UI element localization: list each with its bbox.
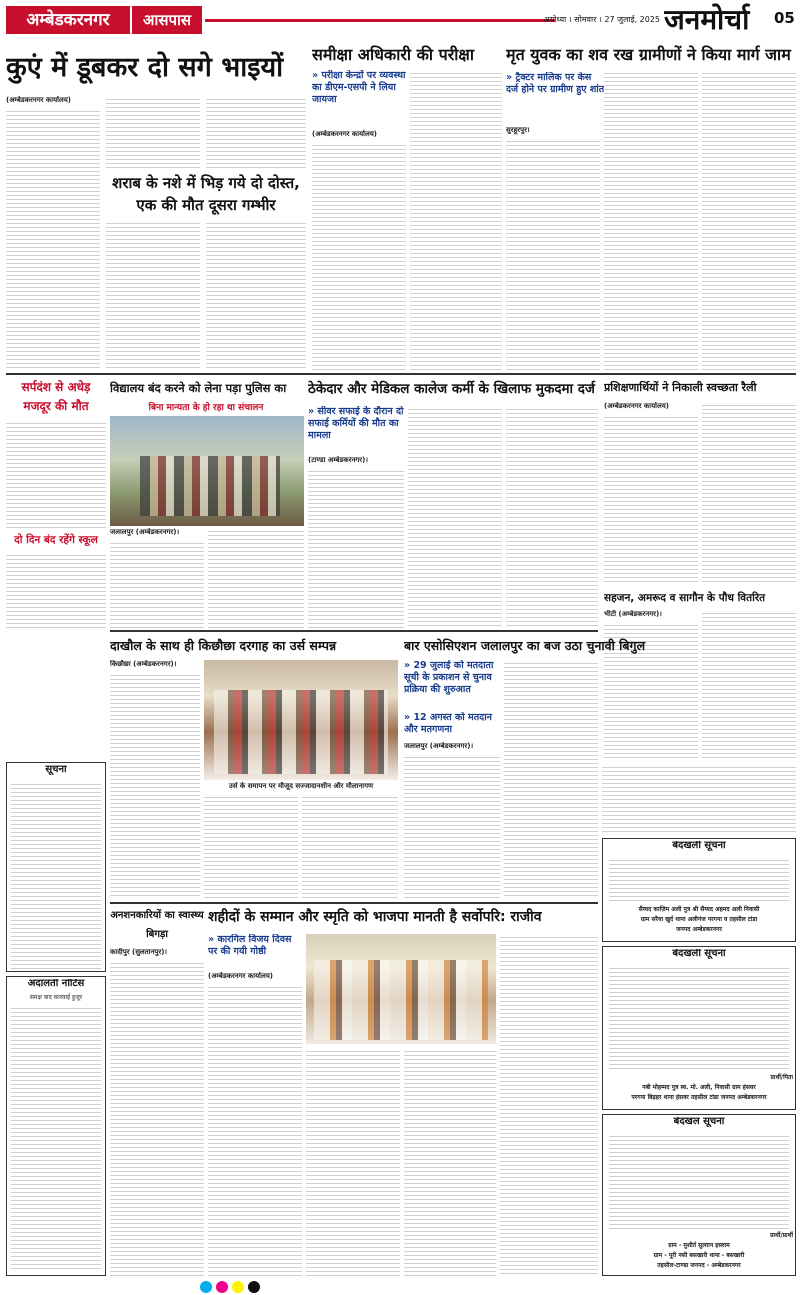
dateline-a16: कादीपुर (सुलतानपुर)। [110, 948, 168, 956]
subhead-a4: » ट्रैक्टर मालिक पर केस दर्ज होने पर ग्रामीण हुए शांत [506, 72, 605, 95]
body-a8-col2 [408, 406, 502, 628]
headline-a16: अनशनकारियों का स्वास्थ्य बिगड़ा [110, 910, 204, 940]
notice-sign-a13-1: सैय्यद काज़िम अली पुत्र श्री सैय्यद अहमद अली निवासी [638, 906, 760, 913]
body-a2-col1 [106, 220, 200, 370]
page-number: 05 [774, 9, 795, 27]
caption-a7: जलालपुर (अम्बेडकरनगर)। [110, 528, 180, 536]
body-a8-col3 [506, 406, 598, 628]
notice-title-a14: सूचना [45, 765, 67, 775]
dateline-a9: (अम्बेडकरनगर कार्यालय) [604, 402, 669, 410]
photo-figures [140, 456, 280, 516]
notice-title-a13: बेदखली सूचना [672, 841, 726, 851]
body-a10-col2 [702, 610, 796, 760]
body-a4-col3 [702, 70, 796, 370]
notice-title-a18: बेदखली सूचना [672, 949, 726, 959]
body-a12-col3 [602, 764, 796, 834]
photo-group [314, 960, 488, 1040]
subhead-a3: » परीक्षा केन्द्रों पर व्यवस्था का डीएम-एसपी ने लिया जायजा [312, 70, 406, 105]
body-a3-col2 [410, 70, 502, 370]
rule-2 [110, 630, 598, 632]
body-a7-col1 [110, 540, 204, 628]
body-a17-col2 [306, 1048, 400, 1276]
notice-body-a14 [11, 781, 101, 969]
body-a2-col2 [206, 220, 306, 370]
registration-mark-cyan [200, 1281, 212, 1293]
body-a3-col1 [312, 142, 406, 370]
body-a7-col2 [208, 528, 304, 628]
headline-a17: शहीदों के सम्मान और स्मृति को भाजपा मानती है सर्वोपरि: राजीव [208, 909, 542, 925]
subhead-a17: » कारगिल विजय दिवस पर की गयी गोष्ठी [208, 934, 292, 957]
notice-a19 [602, 1114, 796, 1276]
subhead-a12-2: » 12 अगस्त को मतदान और मतगणना [404, 712, 492, 735]
section-tab: अम्बेडकरनगर [6, 6, 130, 34]
body-a9-col2 [702, 402, 796, 584]
notice-body-a18 [609, 965, 789, 1069]
notice-title-a19: बेदखल सूचना [673, 1117, 725, 1127]
notice-a15 [6, 976, 106, 1276]
headline-a4: मृत युवक का शव रख ग्रामीणों ने किया मार्ग जाम [506, 45, 791, 64]
notice-body-a19 [609, 1133, 789, 1229]
masthead-rule [205, 19, 555, 22]
rule-3 [110, 902, 598, 904]
photo-a11 [204, 660, 398, 780]
body-a1-col1 [6, 108, 100, 370]
body-a4-col2 [604, 70, 698, 370]
notice-sign-a19-3: ग्राम - पूरी नसी बसखारी थाना - बसखारी [653, 1252, 745, 1259]
notice-sign-a19-1: प्रार्थी/प्रार्थी [770, 1232, 793, 1239]
body-a11-col2 [204, 794, 298, 898]
photo-a17 [306, 934, 496, 1044]
dateline-a12: जलालपुर (अम्बेडकरनगर)। [404, 742, 474, 750]
headline-a3: समीक्षा अधिकारी की परीक्षा [312, 45, 475, 64]
headline-a8: ठेकेदार और मेडिकल कालेज कर्मी के खिलाफ मुकदमा दर्ज [308, 381, 595, 397]
subsection-tab: आसपास [132, 6, 202, 34]
headline-a6: दो दिन बंद रहेंगे स्कूल [14, 534, 98, 546]
registration-mark-yellow [232, 1281, 244, 1293]
headline-a11: दाखौल के साथ ही किछौछा दरगाह का उर्स सम्पन्न [110, 638, 337, 653]
body-a16 [110, 960, 204, 1276]
notice-sign-a13-3: जनपद अम्बेडकरनगर [676, 926, 722, 933]
dateline-a17: (अम्बेडकरनगर कार्यालय) [208, 972, 273, 980]
body-a4-col1 [506, 138, 600, 370]
photo-people [214, 690, 388, 774]
notice-sign-a18-2: नबी मोहम्मद पुत्र स्व. मो. अली, निवासी ग्राम हंसवर [642, 1084, 756, 1091]
notice-title-a15: अदालती नोटिस [27, 979, 85, 989]
paper-name: जनमोर्चा [664, 3, 750, 36]
notice-sign-a19-4: तहसील-टाण्डा जनपद - अम्बेडकरनगर [657, 1262, 741, 1269]
notice-sub-a15: समक्ष वाद कारवाई हुजूर [29, 994, 83, 1001]
notice-sign-a19-2: ग्राम - मुशीर्त सुल्तान इस्लाम [668, 1242, 730, 1249]
subhead-a12-1: » 29 जुलाई को मतदाता सूची के प्रकाशन से चुनाव प्रक्रिया की शुरुआत [404, 660, 494, 695]
headline-a7: विद्यालय बंद करने को लेना पड़ा पुलिस का [110, 381, 287, 395]
notice-body-a13 [609, 857, 789, 901]
notice-sign-a18-1: प्रार्थी/पिता [770, 1074, 793, 1081]
body-a11-col1 [110, 672, 200, 898]
headline-a12: बार एसोसिएशन जलालपुर का बज उठा चुनावी बिगुल [404, 638, 646, 653]
body-a9-col1 [604, 414, 698, 584]
subhead-a8: » सीवर सफाई के दौरान दो सफाई कर्मियों की मौत का मामला [308, 406, 404, 441]
dateline-a1: (अम्बेडकरनगर कार्यालय) [6, 96, 71, 104]
notice-a18 [602, 946, 796, 1110]
body-a6 [6, 552, 106, 628]
notice-sign-a18-3: परगना बिड़हर थाना हंसवर तहसील टांडा जनपद अम्बेडकरनगर [631, 1094, 767, 1101]
notice-sign-a13-2: ग्राम सरैया खुर्द थाना अलीगंज परगना व तहसील टांडा [640, 916, 758, 923]
dateline-a11: किछौछा (अम्बेडकरनगर)। [110, 660, 177, 668]
body-a5 [6, 420, 106, 528]
headline-a2: शराब के नशे में भिड़ गये दो दोस्त, एक की मौत दूसरा गम्भीर [112, 174, 300, 214]
notice-a13 [602, 838, 796, 942]
caption-a11: उर्स के समापन पर मौजूद सज्जादानशीन और मौलानागण [228, 782, 374, 790]
body-a1-col2 [106, 96, 200, 170]
headline-a1: कुएं में डूबकर दो सगे भाइयों [6, 52, 284, 83]
body-a17-col4 [500, 934, 598, 1276]
subhead-a7: बिना मान्यता के हो रहा था संचालन [148, 403, 264, 413]
notice-a14 [6, 762, 106, 972]
body-a17-col1 [208, 984, 302, 1276]
headline-a5: सर्पदंश से अधेड़ मजदूर की मौत [21, 380, 91, 413]
photo-a7 [110, 416, 304, 526]
dateline-a10: भीटी (अम्बेडकरनगर)। [604, 610, 662, 618]
headline-a9: प्रशिक्षणार्थियों ने निकाली स्वच्छता रैली [604, 381, 757, 394]
notice-body-a15 [11, 1005, 101, 1271]
dateline-a3: (अम्बेडकरनगर कार्यालय) [312, 130, 377, 138]
registration-mark-black [248, 1281, 260, 1293]
dateline-a8: (टाण्डा अम्बेडकरनगर)। [308, 456, 369, 464]
body-a8-col1 [308, 468, 404, 628]
rule-1 [6, 373, 796, 375]
body-a12-col1 [404, 754, 500, 898]
masthead [0, 0, 800, 40]
body-a12-col2 [504, 660, 598, 898]
registration-mark-magenta [216, 1281, 228, 1293]
body-a11-col3 [302, 794, 398, 898]
headline-a10: सहजन, अमरूद व सागौन के पौध वितरित [604, 592, 766, 604]
body-a1-col3 [206, 96, 306, 170]
date-line: अयोध्या । सोमवार । 27 जुलाई, 2025 [543, 15, 660, 24]
body-a17-col3 [404, 1048, 496, 1276]
dateline-a4: सुरहूरपुर। [506, 126, 530, 134]
